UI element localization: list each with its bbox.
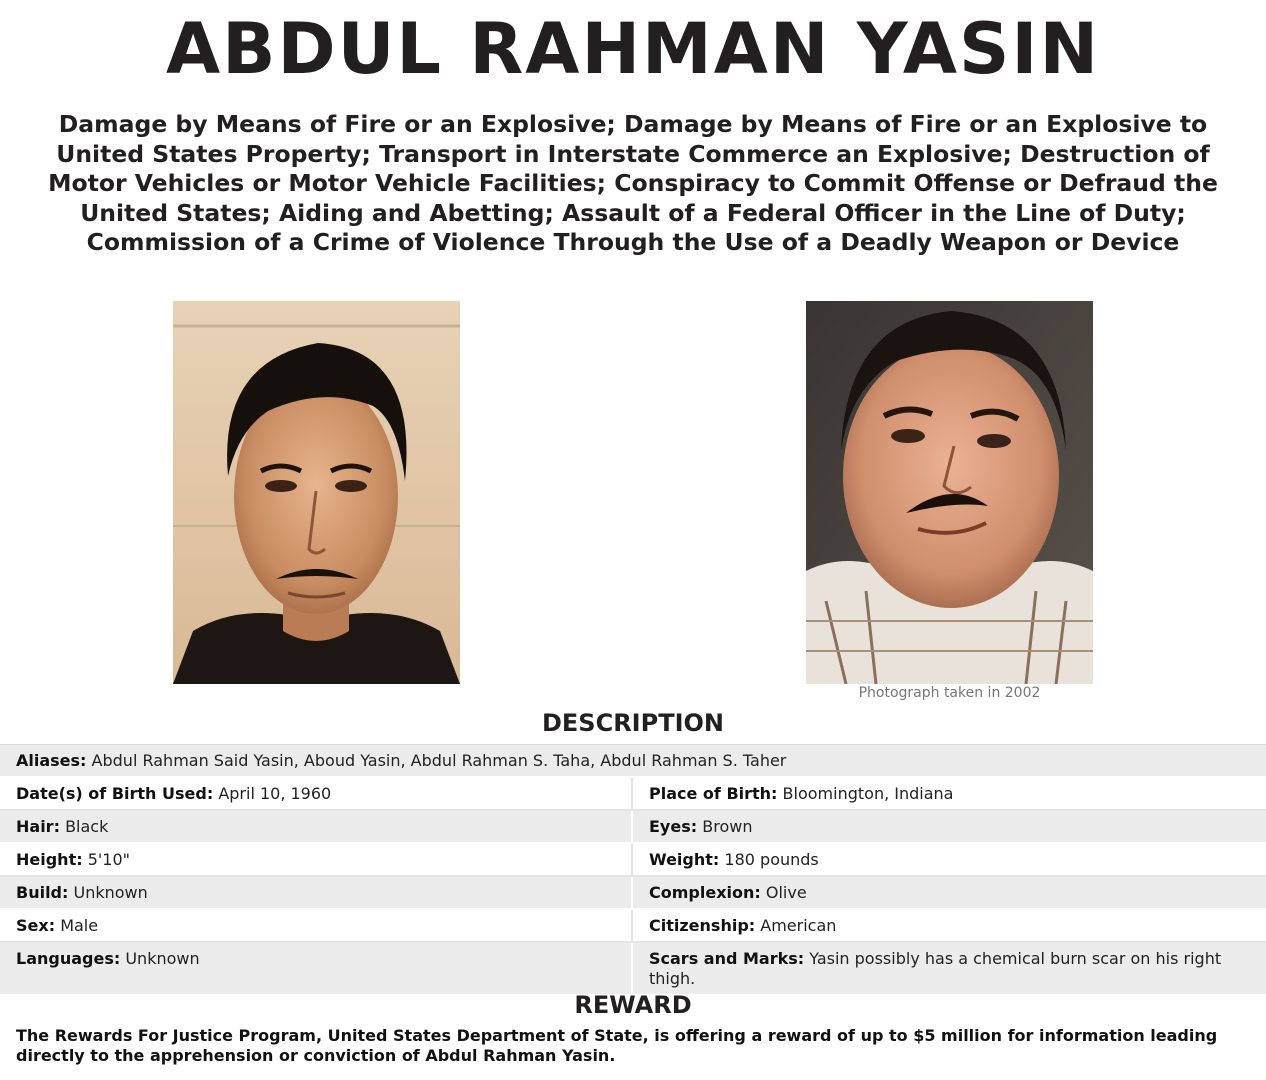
table-row (0, 844, 1266, 877)
eyes-value: Brown (702, 817, 753, 836)
complexion-value: Olive (765, 883, 807, 902)
reward-heading: REWARD (574, 991, 692, 1019)
table-row (0, 877, 1266, 910)
languages-label: Languages: (16, 949, 121, 968)
aliases-cell (0, 745, 1266, 776)
reward-text: The Rewards For Justice Program, United States Department of State, is offering a reward of up to $5 million for information leading directly to the apprehension or conviction of Abdul Rahman Yasin. (16, 1026, 1218, 1065)
subject-photo-1 (173, 301, 460, 684)
height-value: 5'10" (87, 850, 131, 869)
languages-cell (0, 943, 633, 994)
aliases-label: Aliases: (16, 751, 87, 770)
hair-label: Hair: (16, 817, 60, 836)
dob-value: April 10, 1960 (218, 784, 332, 803)
dob-label: Date(s) of Birth Used: (16, 784, 214, 803)
hair-value: Black (65, 817, 109, 836)
eyes-label: Eyes: (649, 817, 698, 836)
citizenship-label: Citizenship: (649, 916, 756, 935)
complexion-label: Complexion: (649, 883, 761, 902)
charges-text: Damage by Means of Fire or an Explosive; Damage by Means of Fire or an Explosive to United States Property; Transport in Interstate Commerce an Explosive; Destruction of Motor Vehicles or Motor Vehicle Facilities; Conspiracy to Commit Offense or Defraud the United States; Aiding and Abetting; Assault of a Federal Officer in the Line of Duty; Commission of a Crime of Violence Through the Use of a Deadly Weapon or Device (48, 110, 1218, 257)
table-row (0, 811, 1266, 844)
aliases-value: Abdul Rahman Said Yasin, Aboud Yasin, Abdul Rahman S. Taha, Abdul Rahman S. Taher (91, 751, 787, 770)
scars-cell (633, 943, 1266, 994)
scars-label: Scars and Marks: (649, 949, 805, 968)
height-cell (0, 844, 633, 875)
table-row (0, 943, 1266, 996)
sex-label: Sex: (16, 916, 56, 935)
table-row (0, 745, 1266, 778)
scars-value: Yasin possibly has a chemical burn scar on his right thigh. (649, 949, 1222, 988)
pob-value: Bloomington, Indiana (782, 784, 954, 803)
table-row (0, 778, 1266, 811)
height-label: Height: (16, 850, 83, 869)
sex-value: Male (60, 916, 99, 935)
dob-cell (0, 778, 633, 809)
pob-label: Place of Birth: (649, 784, 778, 803)
build-label: Build: (16, 883, 69, 902)
weight-label: Weight: (649, 850, 720, 869)
weight-value: 180 pounds (724, 850, 819, 869)
description-heading: DESCRIPTION (541, 709, 724, 737)
build-value: Unknown (73, 883, 148, 902)
complexion-cell (633, 877, 1266, 908)
description-table (0, 744, 1266, 996)
citizenship-cell (633, 910, 1266, 941)
photo-caption: Photograph taken in 2002 (858, 685, 1041, 701)
eyes-cell (633, 811, 1266, 842)
weight-cell (633, 844, 1266, 875)
sex-cell (0, 910, 633, 941)
table-row (0, 910, 1266, 943)
languages-value: Unknown (125, 949, 200, 968)
poster-title: ABDUL RAHMAN YASIN (165, 8, 1101, 90)
subject-photo-2 (806, 301, 1093, 684)
pob-cell (633, 778, 1266, 809)
hair-cell (0, 811, 633, 842)
citizenship-value: American (760, 916, 837, 935)
build-cell (0, 877, 633, 908)
